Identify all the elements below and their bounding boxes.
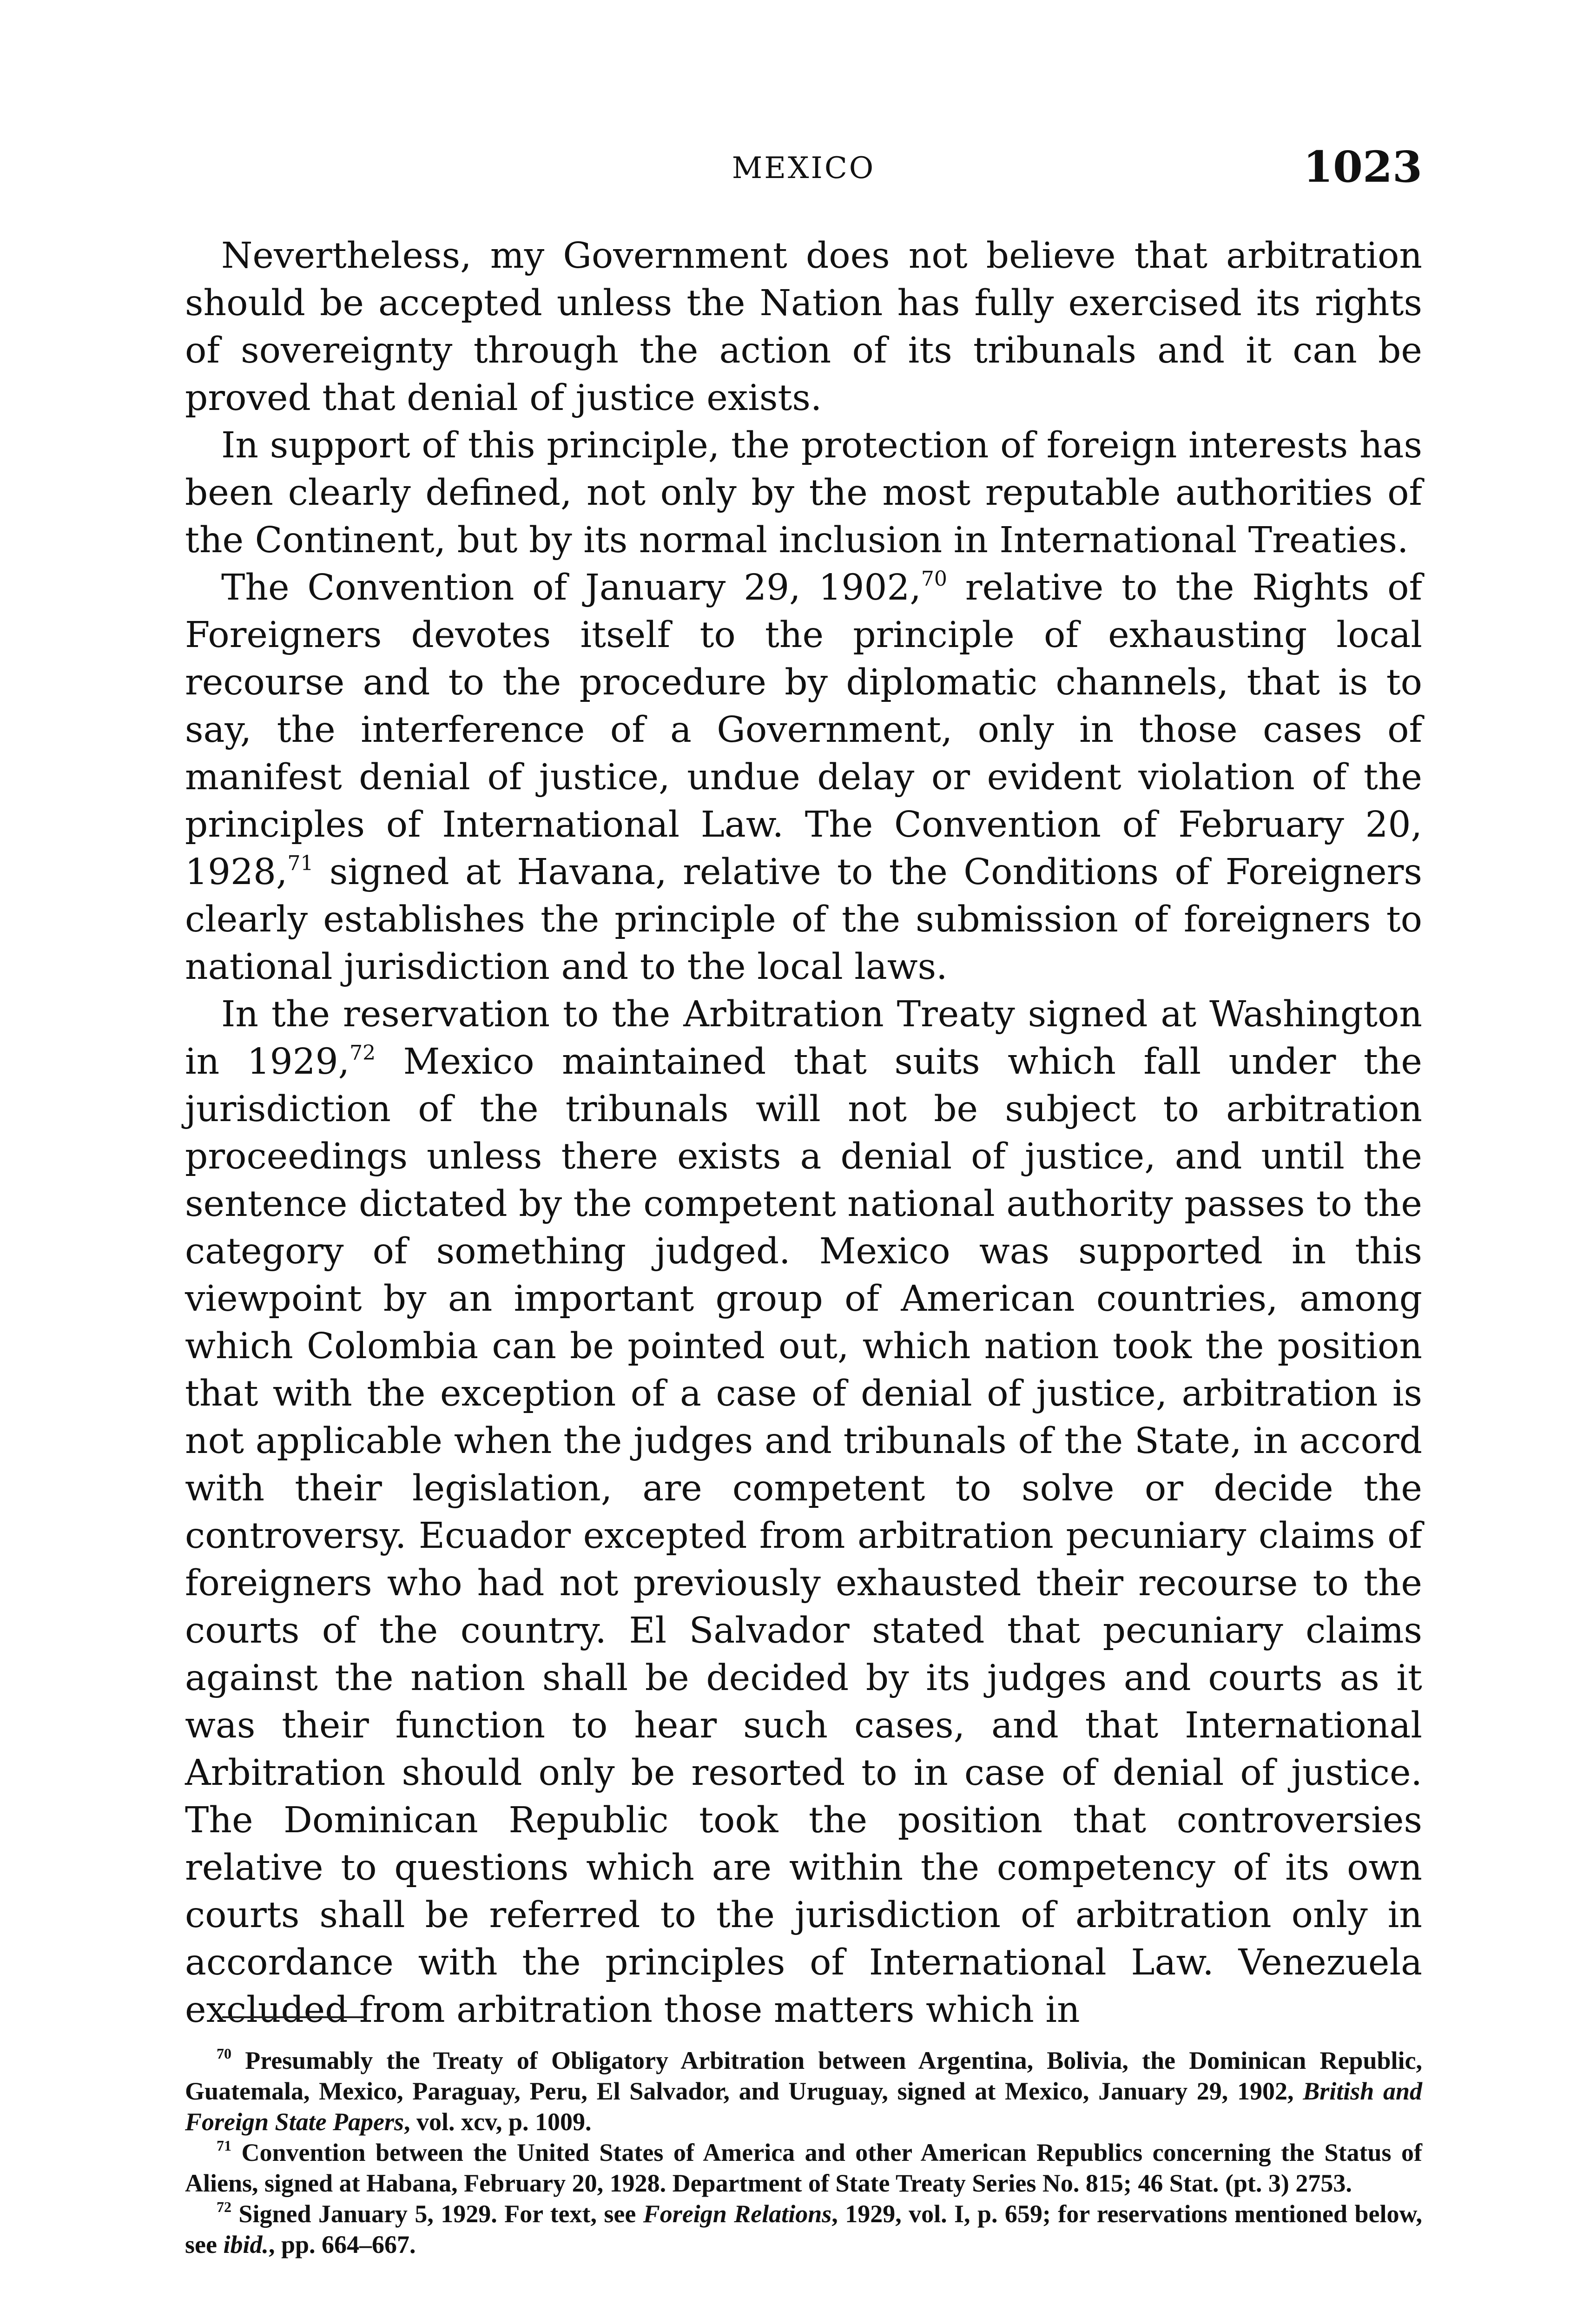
paragraph (185, 422, 1422, 564)
paragraph-text: Mexico maintained that suits which fall under the jurisdiction of the tribunals will not be subject to arbitration proceedings unless there exists a denial of justice, and until the sentence dictated by the competent national authority passes to the category of something judged. Mexico was supported in this viewpoint by an important group of American countries, among which Colombia can be pointed out, which nation took the position that with the exception of a case of denial of justice, arbitration is not applicable when the judges and tribunals of the State, in accord with their legislation, are competent to solve or decide the controversy. Ecuador excepted from arbitration pecuniary claims of foreigners who had not previously exhausted their recourse to the courts of the country. El Salvador stated that pecuniary claims against the nation shall be decided by its judges and courts as it was their function to hear such cases, and that International Arbitration should only be resorted to in case of denial of justice. The Dominican Republic took the position that controversies relative to questions which are within the competency of its own courts shall be referred to the jurisdiction of arbitration only in accordance with the principles of International Law. Venezuela excluded from arbitration those matters which in (185, 1041, 1422, 2031)
footnote-text: Signed January 5, 1929. For text, see (231, 2200, 643, 2228)
footnote-reference: 71 (287, 852, 314, 875)
main-text (185, 232, 1422, 2034)
paragraph-text: The Convention of January 29, 1902, (221, 567, 921, 608)
footnote-text: , 1929, vol. I, p. 659; for reservations mentioned below, see (185, 2200, 1422, 2258)
paragraph-text: relative to the Rights of Foreigners devotes itself to the principle of exhausting local recourse and to the procedure by diplomatic channels, that is to say, the interference of a Government, only in those cases of manifest denial of justice, undue delay or evident violation of the principles of International Law. The Convention of February 20, 1928, (185, 567, 1422, 893)
footnote-divider (222, 2016, 366, 2018)
footnote-text: , vol. xcv, p. 1009. (404, 2108, 592, 2136)
footnote (185, 2199, 1422, 2260)
paragraph (185, 232, 1422, 422)
footnote-number: 72 (217, 2199, 231, 2215)
page-number: 1023 (1303, 142, 1422, 192)
running-head: MEXICO (732, 151, 876, 185)
footnote-number: 71 (217, 2137, 231, 2154)
paragraph (185, 991, 1422, 2034)
footnote-reference: 72 (350, 1041, 376, 1065)
paragraph (185, 564, 1422, 991)
footnote-number: 70 (217, 2045, 231, 2062)
paragraph-text: signed at Havana, relative to the Conditions of Foreigners clearly establishes the principle of the submission of foreigners to national jurisdiction and to the local laws. (185, 852, 1422, 988)
paragraph-text: In the reservation to the Arbitration Treaty signed at Washington in 1929, (185, 994, 1422, 1083)
footnote (185, 2137, 1422, 2199)
footnote-reference: 70 (921, 567, 947, 591)
footnote-citation-title: ibid. (223, 2231, 269, 2258)
footnote-text: , pp. 664–667. (268, 2231, 416, 2258)
paragraph-text: In support of this principle, the protection of foreign interests has been clearly defined, not only by the most reputable authorities of the Continent, but by its normal inclusion in International Treaties. (185, 425, 1422, 561)
page-header (185, 142, 1422, 193)
footnote (185, 2045, 1422, 2137)
footnote-text: Convention between the United States of America and other American Republics concerning the Status of Aliens, signed at Habana, February 20, 1928. Department of State Treaty Series No. 815; 46 Stat. (pt. 3) 2753. (185, 2139, 1422, 2197)
paragraph-text: Nevertheless, my Government does not believe that arbitration should be accepted unless the Nation has fully exercised its rights of sovereignty through the action of its tribunals and it can be proved that denial of justice exists. (185, 235, 1422, 419)
footnote-text: Presumably the Treaty of Obligatory Arbitration between Argentina, Bolivia, the Dominican Republic, Guatemala, Mexico, Paraguay, Peru, El Salvador, and Uruguay, signed at Mexico, January 29, 1902, (185, 2047, 1422, 2105)
footnotes (185, 2045, 1422, 2260)
footnote-citation-title: Foreign Relations (643, 2200, 832, 2228)
footnote-citation-title: British and Foreign State Papers (185, 2077, 1422, 2136)
